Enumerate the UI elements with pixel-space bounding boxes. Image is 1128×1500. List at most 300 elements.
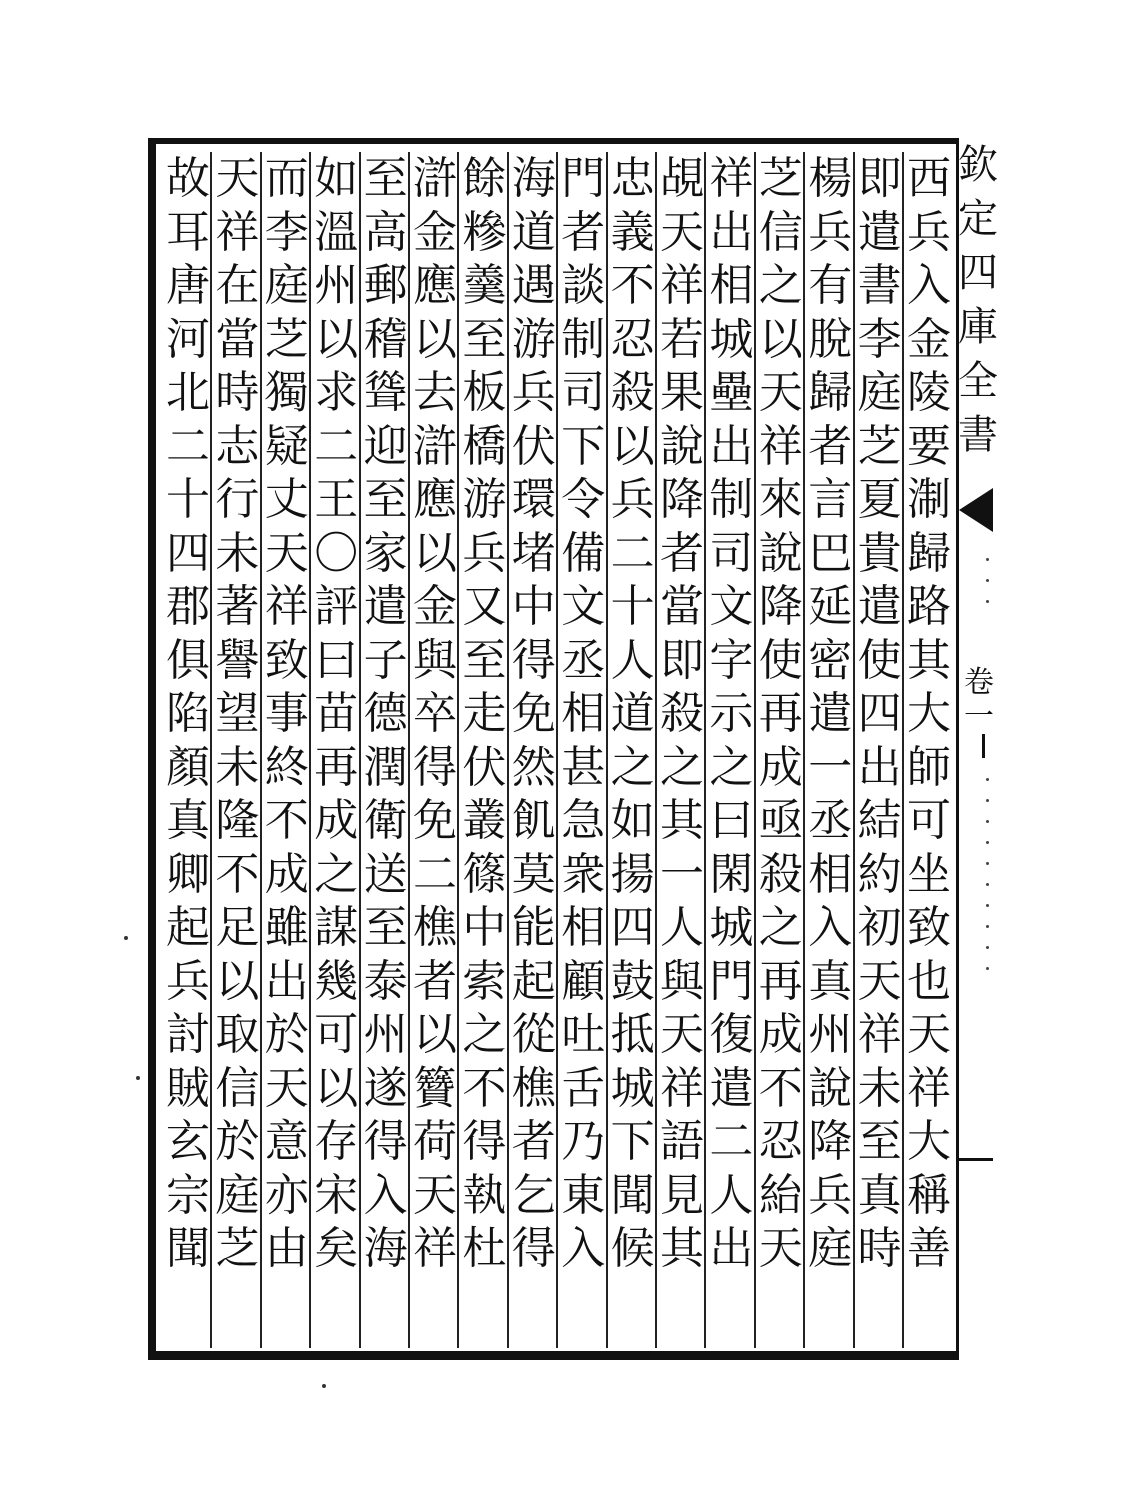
glyph: 泰 [363, 955, 408, 1007]
glyph: 結 [857, 795, 902, 846]
glyph: 有 [808, 260, 853, 311]
glyph: 二 [610, 527, 655, 579]
volume-label [964, 666, 994, 734]
glyph: 之 [660, 741, 704, 793]
glyph: 賊 [166, 1062, 210, 1114]
glyph: 兵 [462, 527, 507, 579]
book-title [958, 138, 998, 462]
book-page [148, 138, 998, 1360]
glyph: 歸 [808, 367, 853, 418]
glyph: 求 [314, 367, 359, 418]
glyph: 文 [561, 581, 606, 632]
glyph: 芝 [857, 420, 902, 472]
glyph: 聞 [610, 1169, 655, 1221]
text-column [557, 152, 609, 1348]
glyph: 苗 [314, 688, 359, 739]
glyph: 者 [660, 527, 704, 579]
glyph: 糝 [462, 206, 507, 258]
glyph: 芝 [758, 153, 803, 204]
volume-tick [982, 734, 985, 758]
glyph: 降 [758, 581, 803, 632]
glyph: 由 [264, 1223, 309, 1274]
glyph: 相 [808, 848, 853, 900]
glyph: 未 [215, 741, 260, 793]
glyph: 四 [857, 688, 902, 739]
glyph: 兵 [808, 206, 853, 258]
glyph: 殺 [758, 848, 803, 900]
glyph: 初 [857, 902, 902, 953]
glyph: 相 [561, 902, 606, 953]
glyph: 滸 [413, 153, 457, 204]
margin-dots-upper [986, 558, 990, 621]
glyph: 得 [462, 1116, 507, 1167]
glyph: 然 [511, 741, 556, 793]
glyph: 芝 [215, 1223, 260, 1274]
glyph: 之 [314, 848, 359, 900]
text-column [705, 152, 757, 1348]
glyph: 脫 [808, 313, 853, 365]
glyph: 溫 [314, 206, 359, 258]
glyph: 吐 [561, 1009, 606, 1060]
glyph: 天 [907, 1009, 951, 1060]
glyph: 兵 [808, 1169, 853, 1221]
glyph: 郵 [363, 260, 408, 311]
glyph: 來 [758, 474, 803, 525]
glyph: 能 [511, 902, 556, 953]
volume-char: 一 [964, 699, 994, 734]
title-char: 定 [958, 196, 998, 242]
glyph: 城 [709, 902, 754, 953]
glyph: 以 [758, 313, 803, 365]
glyph: 致 [264, 634, 309, 686]
glyph: 四 [610, 902, 655, 953]
glyph: 於 [264, 1009, 309, 1060]
glyph: 金 [907, 313, 951, 365]
glyph: 令 [561, 474, 606, 525]
glyph: 以 [413, 1009, 457, 1060]
glyph: 取 [215, 1009, 260, 1060]
glyph: 天 [758, 367, 803, 418]
glyph: 郡 [166, 581, 210, 632]
glyph: 祥 [660, 260, 704, 311]
glyph: 降 [808, 1116, 853, 1167]
glyph: 篠 [462, 848, 507, 900]
glyph: 免 [413, 795, 457, 846]
glyph: 鼓 [610, 955, 655, 1007]
glyph: 四 [166, 527, 210, 579]
text-column [607, 152, 659, 1348]
glyph: 成 [758, 1009, 803, 1060]
glyph: 滸 [413, 420, 457, 472]
glyph: 雖 [264, 902, 309, 953]
glyph: 望 [215, 688, 260, 739]
glyph: 者 [561, 206, 606, 258]
glyph: 卒 [413, 688, 457, 739]
glyph: 入 [907, 260, 951, 311]
glyph: 信 [758, 206, 803, 258]
glyph: 伏 [511, 420, 556, 472]
glyph: 至 [462, 313, 507, 365]
glyph: 真 [857, 1169, 902, 1221]
glyph: 司 [561, 367, 606, 418]
glyph: 至 [462, 634, 507, 686]
glyph: 揚 [610, 848, 655, 900]
glyph: 德 [363, 688, 408, 739]
glyph: 制 [561, 313, 606, 365]
glyph: 道 [511, 206, 556, 258]
glyph: 可 [907, 795, 951, 846]
glyph: 當 [215, 313, 260, 365]
glyph: 路 [907, 581, 951, 632]
glyph: 真 [808, 955, 853, 1007]
scan-speck [124, 936, 128, 940]
glyph: 道 [610, 688, 655, 739]
glyph: 不 [462, 1062, 507, 1114]
glyph: 候 [610, 1223, 655, 1274]
glyph: 得 [511, 634, 556, 686]
glyph: 庭 [215, 1169, 260, 1221]
glyph: 天 [413, 1169, 457, 1221]
glyph: 出 [857, 741, 902, 793]
glyph: 果 [660, 367, 704, 418]
glyph: 疑 [264, 420, 309, 472]
glyph: 抵 [610, 1009, 655, 1060]
glyph: 祥 [907, 1062, 951, 1114]
glyph: 荷 [413, 1116, 457, 1167]
glyph: 板 [462, 367, 507, 418]
glyph: 之 [462, 1009, 507, 1060]
glyph: 卿 [166, 848, 210, 900]
glyph: 急 [561, 795, 606, 846]
glyph: 致 [907, 902, 951, 953]
glyph: 若 [660, 313, 704, 365]
glyph: 下 [561, 420, 606, 472]
glyph: 之 [709, 741, 754, 793]
glyph: 執 [462, 1169, 507, 1221]
glyph: 貴 [857, 527, 902, 579]
glyph: 者 [808, 420, 853, 472]
glyph: 中 [462, 902, 507, 953]
glyph: 其 [660, 1223, 704, 1274]
glyph: 閑 [709, 848, 754, 900]
glyph: 夏 [857, 474, 902, 525]
glyph: 游 [511, 313, 556, 365]
glyph: 兵 [907, 206, 951, 258]
glyph: 宋 [314, 1169, 359, 1221]
glyph: 祥 [857, 1009, 902, 1060]
glyph: 至 [363, 902, 408, 953]
glyph: 談 [561, 260, 606, 311]
glyph: 芝 [264, 313, 309, 365]
glyph: 祥 [660, 1062, 704, 1114]
glyph: 書 [857, 260, 902, 311]
glyph: 起 [511, 955, 556, 1007]
glyph: 歸 [907, 527, 951, 579]
glyph: 西 [907, 153, 951, 204]
glyph: 坐 [907, 848, 951, 900]
glyph: 顏 [166, 741, 210, 793]
glyph: 丈 [264, 474, 309, 525]
glyph: 遣 [808, 688, 853, 739]
glyph: 甚 [561, 741, 606, 793]
scan-speck [136, 1076, 140, 1080]
glyph: 天 [660, 1009, 704, 1060]
glyph: 說 [808, 1062, 853, 1114]
glyph: 祥 [758, 420, 803, 472]
glyph: 約 [857, 848, 902, 900]
glyph: 得 [363, 1116, 408, 1167]
glyph: 俱 [166, 634, 210, 686]
glyph: 字 [709, 634, 754, 686]
glyph: 二 [709, 1116, 754, 1167]
glyph: 海 [511, 153, 556, 204]
glyph: 語 [660, 1116, 704, 1167]
glyph: 州 [314, 260, 359, 311]
glyph: 祥 [709, 153, 754, 204]
glyph: 司 [709, 527, 754, 579]
glyph: 乞 [511, 1169, 556, 1221]
glyph: 游 [462, 474, 507, 525]
glyph: 免 [511, 688, 556, 739]
glyph: 金 [413, 206, 457, 258]
glyph: 遣 [363, 581, 408, 632]
glyph: 覘 [660, 153, 704, 204]
glyph: 堵 [511, 527, 556, 579]
glyph: 未 [215, 527, 260, 579]
glyph: 州 [363, 1009, 408, 1060]
glyph: 以 [413, 527, 457, 579]
glyph: 以 [314, 1062, 359, 1114]
glyph: 迎 [363, 420, 408, 472]
glyph: 門 [561, 153, 606, 204]
glyph: 丞 [808, 795, 853, 846]
glyph: 不 [264, 795, 309, 846]
glyph: 庭 [264, 260, 309, 311]
glyph: 至 [363, 474, 408, 525]
glyph: 莫 [511, 848, 556, 900]
glyph: 陵 [907, 367, 951, 418]
glyph: 著 [215, 581, 260, 632]
glyph: 大 [907, 1116, 951, 1167]
glyph: 評 [314, 581, 359, 632]
glyph: 隆 [215, 795, 260, 846]
glyph: 二 [314, 420, 359, 472]
glyph: 使 [758, 634, 803, 686]
glyph: 門 [709, 955, 754, 1007]
glyph: 如 [314, 153, 359, 204]
glyph: 橋 [462, 420, 507, 472]
glyph: 一 [660, 848, 704, 900]
glyph: 譽 [215, 634, 260, 686]
glyph: 應 [413, 260, 457, 311]
text-column [854, 152, 906, 1348]
glyph: 備 [561, 527, 606, 579]
glyph: 一 [808, 741, 853, 793]
text-column [261, 152, 313, 1348]
glyph: 不 [610, 260, 655, 311]
glyph: 事 [264, 688, 309, 739]
glyph: 義 [610, 206, 655, 258]
glyph: 舌 [561, 1062, 606, 1114]
glyph: 家 [363, 527, 408, 579]
glyph: 海 [363, 1223, 408, 1274]
text-column [458, 152, 510, 1348]
glyph: 謀 [314, 902, 359, 953]
glyph: 討 [166, 1009, 210, 1060]
glyph: 當 [660, 581, 704, 632]
glyph: 叢 [462, 795, 507, 846]
glyph: 樵 [511, 1062, 556, 1114]
glyph: 相 [709, 260, 754, 311]
glyph: 遂 [363, 1062, 408, 1114]
glyph: 天 [264, 1062, 309, 1114]
fish-tail-mark [959, 488, 993, 532]
glyph: 天 [264, 527, 309, 579]
glyph: 真 [166, 795, 210, 846]
glyph: 之 [758, 902, 803, 953]
title-char: 四 [958, 250, 998, 296]
glyph: 遣 [709, 1062, 754, 1114]
glyph: 送 [363, 848, 408, 900]
glyph: 二 [413, 848, 457, 900]
glyph: 兵 [610, 474, 655, 525]
text-column [508, 152, 560, 1348]
glyph: 得 [413, 741, 457, 793]
glyph: 之 [610, 741, 655, 793]
glyph: 不 [758, 1062, 803, 1114]
glyph: 下 [610, 1116, 655, 1167]
glyph: 以 [314, 313, 359, 365]
glyph: 餘 [462, 153, 507, 204]
glyph: 使 [857, 634, 902, 686]
glyph: 獨 [264, 367, 309, 418]
glyph: 說 [758, 527, 803, 579]
glyph: 成 [758, 741, 803, 793]
glyph: 北 [166, 367, 210, 418]
glyph: 入 [363, 1169, 408, 1221]
glyph: 時 [215, 367, 260, 418]
glyph: 祥 [413, 1223, 457, 1274]
glyph: 未 [857, 1062, 902, 1114]
glyph: 稱 [907, 1169, 951, 1221]
glyph: 入 [808, 902, 853, 953]
glyph: 相 [561, 688, 606, 739]
glyph: 志 [215, 420, 260, 472]
glyph: 樵 [413, 902, 457, 953]
glyph: 天 [215, 153, 260, 204]
glyph: 兵 [166, 955, 210, 1007]
glyph: 庭 [808, 1223, 853, 1274]
glyph: 東 [561, 1169, 606, 1221]
glyph: 籫 [413, 1062, 457, 1114]
glyph: 得 [511, 1223, 556, 1274]
text-column [804, 152, 856, 1348]
glyph: 再 [314, 741, 359, 793]
glyph: 金 [413, 581, 457, 632]
glyph: 足 [215, 902, 260, 953]
text-block [162, 152, 952, 1348]
glyph: 中 [511, 581, 556, 632]
glyph: 忠 [610, 153, 655, 204]
glyph: 時 [857, 1223, 902, 1274]
glyph: 出 [709, 420, 754, 472]
glyph: 起 [166, 902, 210, 953]
glyph: 遣 [857, 206, 902, 258]
glyph: 意 [264, 1116, 309, 1167]
glyph: 再 [758, 688, 803, 739]
glyph: 忍 [610, 313, 655, 365]
glyph: 從 [511, 1009, 556, 1060]
glyph: 可 [314, 1009, 359, 1060]
glyph: 師 [907, 741, 951, 793]
glyph: 以 [215, 955, 260, 1007]
glyph: 復 [709, 1009, 754, 1060]
glyph: 壘 [709, 367, 754, 418]
glyph: 淛 [907, 474, 951, 525]
glyph: 成 [314, 795, 359, 846]
glyph: 不 [215, 848, 260, 900]
glyph: 即 [857, 153, 902, 204]
glyph: 索 [462, 955, 507, 1007]
glyph: 庭 [857, 367, 902, 418]
glyph: 出 [709, 1223, 754, 1274]
glyph: 二 [166, 420, 210, 472]
title-char: 欽 [958, 142, 998, 188]
glyph: 走 [462, 688, 507, 739]
glyph: 以 [413, 313, 457, 365]
glyph: 應 [413, 474, 457, 525]
title-char: 庫 [958, 304, 998, 350]
text-column [162, 152, 214, 1348]
glyph: 也 [907, 955, 951, 1007]
glyph: 乃 [561, 1116, 606, 1167]
glyph: 人 [660, 902, 704, 953]
glyph: 者 [413, 955, 457, 1007]
glyph: 信 [215, 1062, 260, 1114]
glyph: 子 [363, 634, 408, 686]
glyph: 言 [808, 474, 853, 525]
glyph: 玄 [166, 1116, 210, 1167]
glyph: 而 [264, 153, 309, 204]
title-char: 全 [958, 358, 998, 404]
glyph: 河 [166, 313, 210, 365]
glyph: 飢 [511, 795, 556, 846]
glyph: 潤 [363, 741, 408, 793]
text-column [656, 152, 708, 1348]
glyph: 亟 [758, 795, 803, 846]
glyph: 殺 [660, 688, 704, 739]
glyph: 要 [907, 420, 951, 472]
glyph: 祥 [215, 206, 260, 258]
glyph: 亦 [264, 1169, 309, 1221]
glyph: 大 [907, 688, 951, 739]
glyph: 至 [857, 1116, 902, 1167]
glyph: 又 [462, 581, 507, 632]
glyph: 出 [264, 955, 309, 1007]
margin-dots-middle [986, 778, 990, 988]
glyph: 忍 [758, 1116, 803, 1167]
glyph: 衛 [363, 795, 408, 846]
glyph: 再 [758, 955, 803, 1007]
glyph: 城 [709, 313, 754, 365]
glyph: 十 [166, 474, 210, 525]
glyph: 杜 [462, 1223, 507, 1274]
text-column [409, 152, 461, 1348]
text-column [755, 152, 807, 1348]
glyph: 幾 [314, 955, 359, 1007]
glyph: 密 [808, 634, 853, 686]
glyph: 成 [264, 848, 309, 900]
